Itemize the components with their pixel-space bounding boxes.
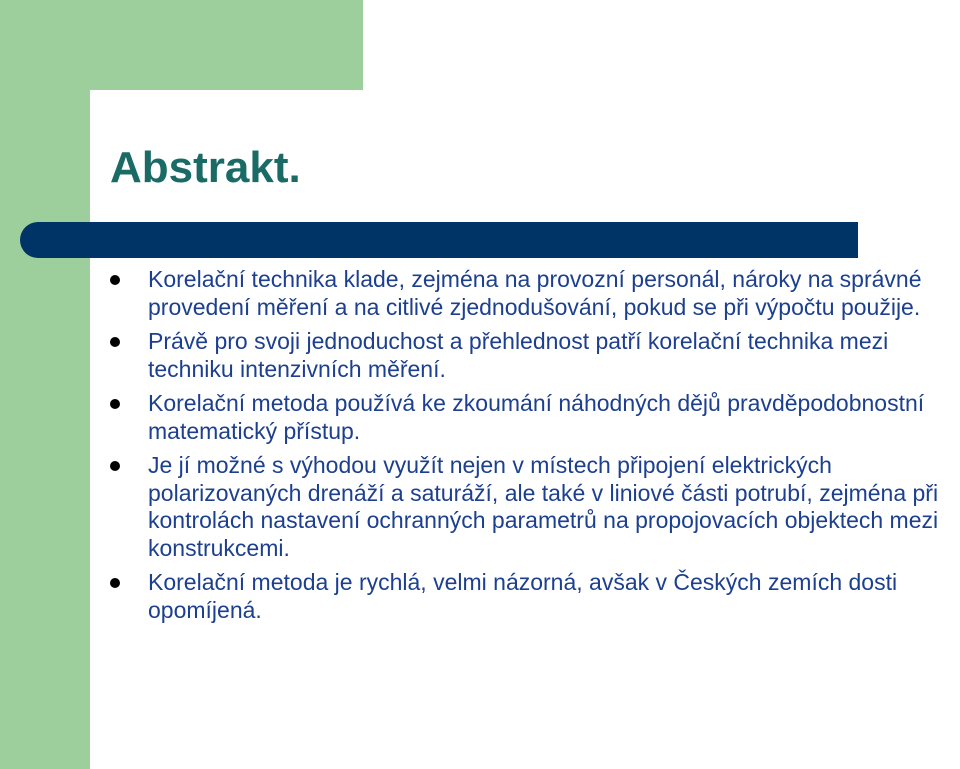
- bullet-text: Korelační metoda je rychlá, velmi názorná, avšak v Českých zemích dosti opomíjená.: [148, 569, 898, 623]
- bullet-item: [110, 328, 956, 383]
- title-divider-bar: [20, 222, 858, 258]
- bullet-dot-icon: [110, 461, 120, 471]
- bullet-list: [110, 266, 956, 631]
- bullet-dot-icon: [110, 275, 120, 285]
- bullet-item: [110, 569, 956, 624]
- bullet-dot-icon: [110, 337, 120, 347]
- green-top-block: [0, 0, 363, 90]
- bullet-text: Korelační technika klade, zejména na provozní personál, nároky na správné provedení měření a na citlivé zjednodušování, pokud se při výpočtu použije.: [148, 266, 922, 320]
- bullet-text: Je jí možné s výhodou využít nejen v místech připojení elektrických polarizovaných drenáží a saturáží, ale také v liniové části potrubí, zejména při kontrolách nastavení ochranných parametrů na propojovacích objektech mezi konstrukcemi.: [148, 452, 939, 561]
- green-vertical-stripe: [0, 0, 90, 769]
- bullet-item: [110, 452, 956, 562]
- slide-title: Abstrakt.: [110, 143, 301, 192]
- bullet-text: Korelační metoda používá ke zkoumání náhodných dějů pravděpodobnostní matematický přístup.: [148, 390, 925, 444]
- bullet-dot-icon: [110, 399, 120, 409]
- bullet-text: Právě pro svoji jednoduchost a přehlednost patří korelační technika mezi techniku intenzivních měření.: [148, 328, 889, 382]
- bullet-item: [110, 390, 956, 445]
- bullet-item: [110, 266, 956, 321]
- bullet-dot-icon: [110, 578, 120, 588]
